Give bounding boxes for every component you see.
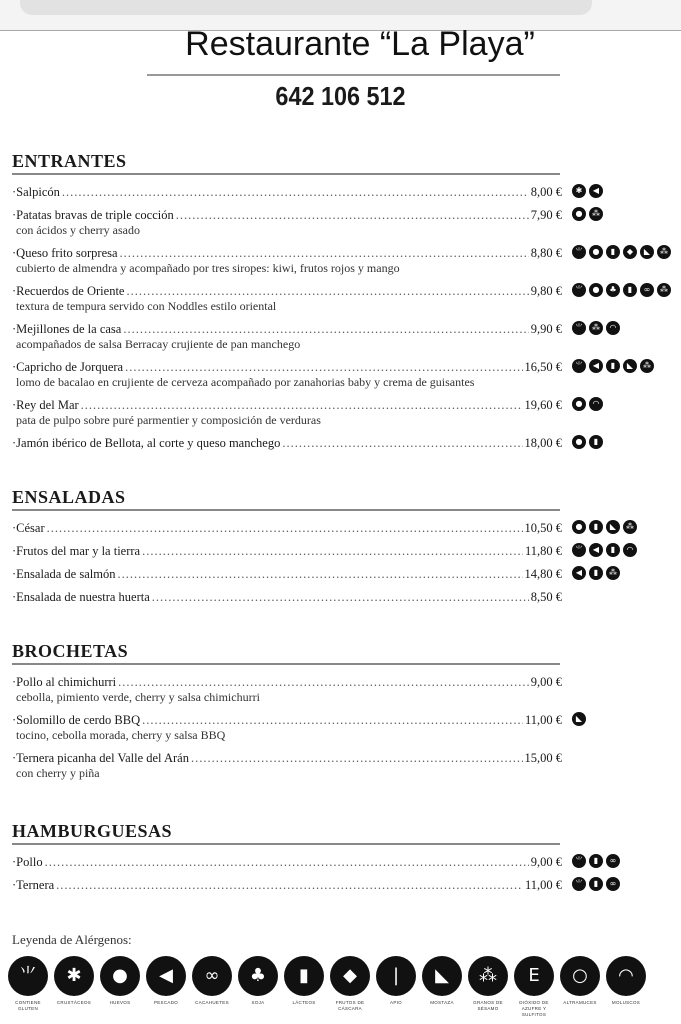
cacahuetes-icon: ∞ [606,877,620,891]
gluten-icon: ⺌ [572,283,586,297]
lacteos-icon: ▮ [589,854,603,868]
legend-label: DIÓXIDO DE AZUFRE Y SULFITOS [519,1000,549,1017]
gluten-icon: ⺌ [572,877,586,891]
dot-leader [56,878,523,892]
item-description: cebolla, pimiento verde, cherry y salsa chimichurri [16,690,260,704]
mostaza-icon: ◣ [623,359,637,373]
legend-label: SOJA [251,1000,265,1005]
apio-icon: | [376,956,416,996]
allergen-icons [572,435,603,449]
legend-item [146,956,186,1018]
item-name: ·Capricho de Jorquera [12,360,124,374]
item-price: 19,60 € [524,398,562,412]
legend-item [238,956,278,1018]
item-price: 11,00 € [524,878,562,892]
section-heading: ENSALADAS [12,486,560,511]
item-description: pata de pulpo sobre puré parmentier y composición de verduras [16,413,321,427]
gluten-icon: ⺌ [572,854,586,868]
item-name: ·César [12,521,45,535]
granos-sesamo-icon: ⁂ [589,207,603,221]
menu-item-list [12,521,672,613]
legend-label: CACAHUETES [195,1000,229,1005]
dot-leader [62,185,529,199]
allergen-icons [572,321,620,335]
menu-item-list [12,855,672,901]
menu-item-list [12,185,672,459]
huevos-icon: ● [572,520,586,534]
moluscos-icon: ◠ [589,397,603,411]
granos-sesamo-icon: ⁂ [606,566,620,580]
gluten-icon: ⺌ [8,956,48,996]
dot-leader [282,436,522,450]
legend-label: HUEVOS [109,1000,131,1005]
gluten-icon: ⺌ [572,321,586,335]
allergen-icons [572,245,671,259]
huevos-icon: ● [572,397,586,411]
allergen-icons [572,207,603,221]
dot-leader [125,360,522,374]
gluten-icon: ⺌ [572,543,586,557]
cacahuetes-icon: ∞ [192,956,232,996]
menu-item-list [12,675,672,789]
legend-label: FRUTOS DE CÁSCARA [335,1000,365,1011]
moluscos-icon: ◠ [606,956,646,996]
cacahuetes-icon: ∞ [640,283,654,297]
altramuces-icon: ○ [560,956,600,996]
menu-section [12,640,672,789]
item-description: acompañados de salsa Berracay crujiente de pan manchego [16,337,301,351]
lacteos-icon: ▮ [606,359,620,373]
item-name: ·Ternera picanha del Valle del Arán [12,751,189,765]
soja-icon: ♣ [606,283,620,297]
item-description: lomo de bacalao en crujiente de cerveza acompañado por zanahorias baby y crema de guisantes [16,375,475,389]
menu-item [12,878,672,901]
lacteos-icon: ▮ [589,877,603,891]
menu-item [12,713,672,751]
item-name: ·Queso frito sorpresa [12,246,118,260]
dot-leader [126,284,528,298]
item-price: 15,00 € [524,751,562,765]
address-bar[interactable] [20,0,592,15]
legend-label: GRANOS DE SÉSAMO [473,1000,503,1011]
menu-item [12,398,672,436]
item-name: ·Rey del Mar [12,398,79,412]
item-name: ·Ensalada de salmón [12,567,116,581]
item-price: 10,50 € [524,521,562,535]
huevos-icon: ● [100,956,140,996]
allergen-legend [8,956,646,1018]
menu-section [12,820,672,901]
lacteos-icon: ▮ [589,520,603,534]
legend-title: Leyenda de Alérgenos: [12,932,132,947]
menu-item [12,284,672,322]
menu-item [12,855,672,878]
menu-item [12,590,672,613]
moluscos-icon: ◠ [606,321,620,335]
crustaceos-icon: ✱ [54,956,94,996]
sulfitos-icon: E [514,956,554,996]
mostaza-icon: ◣ [572,712,586,726]
dot-leader [142,544,523,558]
dot-leader [117,567,522,581]
menu-item [12,246,672,284]
menu-item [12,567,672,590]
frutos-cascara-icon: ◆ [623,245,637,259]
item-description: cubierto de almendra y acompañado por tres siropes: kiwi, frutos rojos y mango [16,261,400,275]
granos-sesamo-icon: ⁂ [589,321,603,335]
menu-item [12,360,672,398]
allergen-icons [572,877,620,891]
phone-number: 642 106 512 [275,81,406,111]
dot-leader [81,398,523,412]
allergen-icons [572,520,637,534]
item-price: 16,50 € [524,360,562,374]
legend-label: LÁCTEOS [292,1000,316,1005]
legend-label: ALTRAMUCES [563,1000,597,1005]
legend-item [284,956,324,1018]
legend-item [192,956,232,1018]
dot-leader [176,208,529,222]
item-price: 8,00 € [530,185,562,199]
allergen-icons [572,184,603,198]
pescado-icon: ◀ [146,956,186,996]
mostaza-icon: ◣ [640,245,654,259]
legend-item [100,956,140,1018]
legend-label: MOLUSCOS [611,1000,641,1005]
section-heading: HAMBURGUESAS [12,820,560,845]
item-description: con ácidos y cherry asado [16,223,140,237]
item-name: ·Ternera [12,878,55,892]
item-name: ·Pollo [12,855,43,869]
item-description: textura de tempura servido con Noddles estilo oriental [16,299,277,313]
item-price: 9,90 € [530,322,562,336]
allergen-icons [572,566,620,580]
item-price: 14,80 € [524,567,562,581]
item-name: ·Frutos del mar y la tierra [12,544,141,558]
legend-label: PESCADO [153,1000,179,1005]
item-name: ·Solomillo de cerdo BBQ [12,713,141,727]
gluten-icon: ⺌ [572,245,586,259]
legend-item [606,956,646,1018]
menu-item [12,544,672,567]
pescado-icon: ◀ [589,359,603,373]
title-divider [147,74,560,76]
frutos-cascara-icon: ◆ [330,956,370,996]
menu-section [12,150,672,459]
item-description: con cherry y piña [16,766,100,780]
pescado-icon: ◀ [589,543,603,557]
dot-leader [120,246,529,260]
legend-item [468,956,508,1018]
section-heading: ENTRANTES [12,150,560,175]
menu-item [12,675,672,713]
legend-item [514,956,554,1018]
item-price: 11,80 € [524,544,562,558]
lacteos-icon: ▮ [606,245,620,259]
item-price: 8,50 € [530,590,562,604]
soja-icon: ♣ [238,956,278,996]
item-name: ·Mejillones de la casa [12,322,122,336]
pescado-icon: ◀ [589,184,603,198]
lacteos-icon: ▮ [589,566,603,580]
item-name: ·Recuerdos de Oriente [12,284,125,298]
granos-sesamo-icon: ⁂ [623,520,637,534]
allergen-icons [572,543,637,557]
dot-leader [123,322,528,336]
item-price: 11,00 € [524,713,562,727]
lacteos-icon: ▮ [589,435,603,449]
dot-leader [45,855,529,869]
item-price: 7,90 € [530,208,562,222]
item-name: ·Jamón ibérico de Bellota, al corte y queso manchego [12,436,281,450]
lacteos-icon: ▮ [284,956,324,996]
dot-leader [47,521,523,535]
item-price: 9,80 € [530,284,562,298]
item-name: ·Pollo al chimichurri [12,675,117,689]
legend-label: MOSTAZA [430,1000,454,1005]
huevos-icon: ● [572,207,586,221]
legend-item [54,956,94,1018]
item-price: 8,80 € [530,246,562,260]
huevos-icon: ● [572,435,586,449]
menu-item [12,322,672,360]
allergen-icons [572,854,620,868]
legend-item [330,956,370,1018]
cacahuetes-icon: ∞ [606,854,620,868]
allergen-icons [572,397,603,411]
allergen-icons [572,712,586,726]
lacteos-icon: ▮ [606,543,620,557]
dot-leader [118,675,529,689]
crustaceos-icon: ✱ [572,184,586,198]
pescado-icon: ◀ [572,566,586,580]
moluscos-icon: ◠ [623,543,637,557]
item-price: 18,00 € [524,436,562,450]
menu-item [12,208,672,246]
mostaza-icon: ◣ [606,520,620,534]
legend-item [422,956,462,1018]
menu-item [12,521,672,544]
granos-sesamo-icon: ⁂ [657,283,671,297]
item-name: ·Patatas bravas de triple cocción [12,208,174,222]
item-price: 9,00 € [530,675,562,689]
allergen-icons [572,359,654,373]
menu-section [12,486,672,613]
allergen-icons [572,283,671,297]
legend-label: CONTIENE GLUTEN [15,1000,41,1011]
lacteos-icon: ▮ [623,283,637,297]
item-price: 9,00 € [530,855,562,869]
gluten-icon: ⺌ [572,359,586,373]
menu-item [12,185,672,208]
menu-item [12,751,672,789]
granos-sesamo-icon: ⁂ [657,245,671,259]
legend-item [560,956,600,1018]
restaurant-title: Restaurante “La Playa” [185,25,535,63]
granos-sesamo-icon: ⁂ [468,956,508,996]
item-name: ·Ensalada de nuestra huerta [12,590,150,604]
huevos-icon: ● [589,283,603,297]
huevos-icon: ● [589,245,603,259]
dot-leader [142,713,523,727]
granos-sesamo-icon: ⁂ [640,359,654,373]
legend-label: APIO [390,1000,402,1005]
section-heading: BROCHETAS [12,640,560,665]
mostaza-icon: ◣ [422,956,462,996]
legend-item [8,956,48,1018]
item-name: ·Salpicón [12,185,60,199]
item-description: tocino, cebolla morada, cherry y salsa BBQ [16,728,226,742]
menu-item [12,436,672,459]
dot-leader [191,751,523,765]
dot-leader [152,590,529,604]
legend-item [376,956,416,1018]
legend-label: CRUSTÁCEOS [56,1000,92,1005]
